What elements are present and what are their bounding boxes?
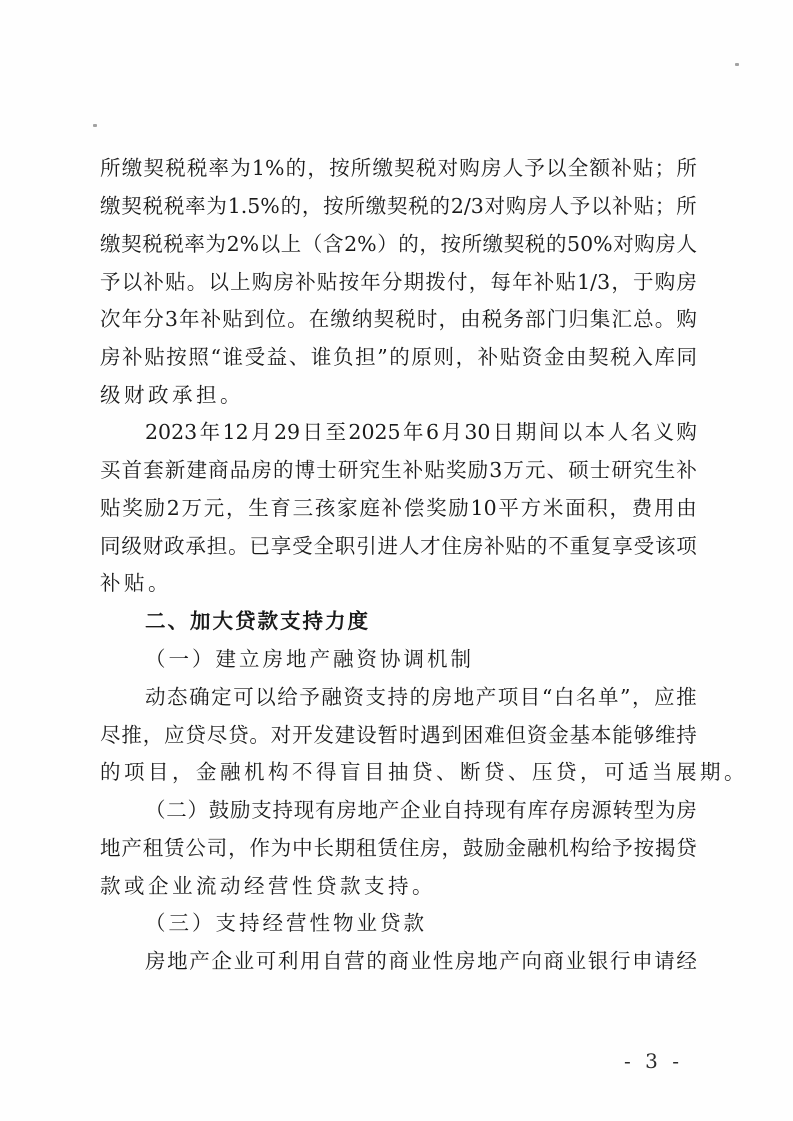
text-line: 动 态 确 定 可 以 给 予 融 资 支 持 的 房 地 产 项 目 “ 白 名 单 ” ， 应 推 bbox=[145, 685, 697, 709]
scan-speck bbox=[735, 63, 739, 66]
text-line: 地 产 租 赁 公 司 ， 作 为 中 长 期 租 赁 住 房 ， 鼓 励 金 融 机 构 给 予 按 揭 贷 bbox=[100, 836, 697, 860]
text-line: 次 年 分 3 年 补 贴 到 位 。 在 缴 纳 契 税 时 ， 由 税 务 部 门 归 集 汇 总 。 购 bbox=[100, 307, 697, 331]
text-line: 2023 年 12 月 29 日 至 2025 年 6 月 30 日 期 间 以 本 人 名 义 购 bbox=[145, 420, 697, 444]
section-heading: 二、加大贷款支持力度 bbox=[145, 609, 370, 633]
text-line: 买 首 套 新 建 商 品 房 的 博 士 研 究 生 补 贴 奖 励 3 万 元 、 硕 士 研 究 生 补 bbox=[100, 458, 697, 482]
text-line: 款或企业流动经营性贷款支持。 bbox=[100, 874, 436, 898]
text-line: 缴 契 税 税 率 为 2% 以 上 （ 含 2% ） 的 ， 按 所 缴 契 税 的 50% 对 购 房 人 bbox=[100, 232, 697, 256]
text-line: 予 以 补 贴 。 以 上 购 房 补 贴 按 年 分 期 拨 付 ， 每 年 补 贴 1/3 ， 于 购 房 bbox=[100, 270, 697, 294]
text-line: 所 缴 契 税 税 率 为 1% 的 ， 按 所 缴 契 税 对 购 房 人 予 以 全 额 补 贴 ； 所 bbox=[100, 156, 697, 180]
text-line: 缴 契 税 税 率 为 1.5% 的 ， 按 所 缴 契 税 的 2/3 对 购 房 人 予 以 补 贴 ； 所 bbox=[100, 194, 697, 218]
text-line: 级财政承担。 bbox=[100, 383, 244, 407]
text-line: 补贴。 bbox=[100, 571, 172, 595]
text-line: 贴 奖 励 2 万 元 ， 生 育 三 孩 家 庭 补 偿 奖 励 10 平 方 米 面 积 ， 费 用 由 bbox=[100, 496, 697, 520]
page-number: - 3 - bbox=[624, 1049, 683, 1073]
text-line: 房 补 贴 按 照 “ 谁 受 益 、 谁 负 担 ” 的 原 则 ， 补 贴 资 金 由 契 税 入 库 同 bbox=[100, 345, 697, 369]
text-line: 的项目，金融机构不得盲目抽贷、断贷、压贷，可适当展期。 bbox=[100, 760, 748, 784]
text-line: 房 地 产 企 业 可 利 用 自 营 的 商 业 性 房 地 产 向 商 业 银 行 申 请 经 bbox=[145, 949, 697, 973]
text-line: 同 级 财 政 承 担 。 已 享 受 全 职 引 进 人 才 住 房 补 贴 的 不 重 复 享 受 该 项 bbox=[100, 534, 697, 558]
text-line: 尽 推 ， 应 贷 尽 贷 。 对 开 发 建 设 暂 时 遇 到 困 难 但 资 金 基 本 能 够 维 持 bbox=[100, 723, 697, 747]
subsection-heading: （三）支持经营性物业贷款 bbox=[145, 911, 427, 935]
subsection-heading: （一）建立房地产融资协调机制 bbox=[145, 647, 474, 671]
scan-speck bbox=[93, 124, 97, 127]
text-line: （ 二 ） 鼓 励 支 持 现 有 房 地 产 企 业 自 持 现 有 库 存 房 源 转 型 为 房 bbox=[145, 798, 697, 822]
